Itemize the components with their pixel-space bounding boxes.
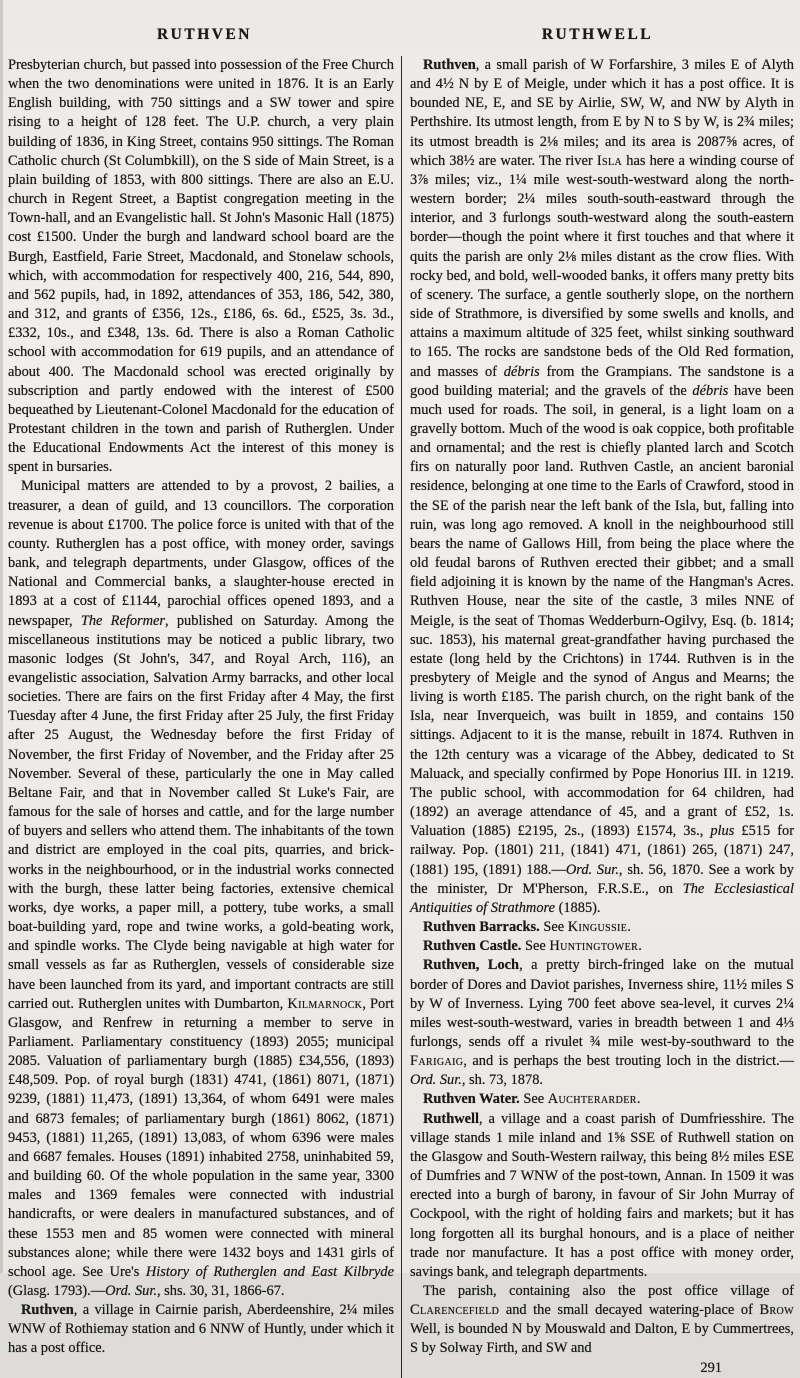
text-segment: The Reformer bbox=[80, 612, 166, 629]
paragraph bbox=[8, 56, 394, 477]
left-column-header: RUTHVEN bbox=[156, 26, 252, 43]
right-column bbox=[401, 56, 794, 1378]
entry-term: Ruthven, Loch bbox=[423, 957, 520, 974]
entry-term: Ruthven Water. bbox=[423, 1091, 520, 1108]
text-segment: , sh. 56, 1870. See a work by the minister, Dr M'Pherson, F.R.S.E., on bbox=[410, 861, 794, 897]
text-segment: , and is perhaps the best trouting loch in the district.— bbox=[463, 1053, 794, 1070]
paragraph bbox=[410, 956, 794, 1090]
text-segment: . bbox=[638, 938, 642, 955]
text-segment: See bbox=[539, 919, 568, 936]
paragraph bbox=[410, 1282, 794, 1359]
paragraph bbox=[410, 918, 794, 937]
cross-reference: Huntingtower bbox=[549, 938, 639, 955]
text-segment: débris bbox=[692, 382, 729, 399]
entry-term: Ruthven bbox=[21, 1302, 74, 1319]
text-segment: (Glasg. 1793).— bbox=[8, 1283, 106, 1299]
text-segment: , a small parish of W Forfarshire, 3 miles E of Alyth and 4½ N by E of Meigle, under which it has a post office. It is bounded NE, E, and SE by Airlie, SW, W, and NW by Alyth in Perthshire. Its utmost length, from E by N to S by W, is 2¾ miles; its utmost breadth is 2⅛ miles; and its area is 2087⅝ acres, of which 38½ are water. The river bbox=[410, 57, 794, 169]
text-segment: have been much used for roads. The soil, in general, is a light loam on a gravelly bottom. Much of the wood is oak coppice, both profitable and ornamental; and the rest is chiefly planted larch and Scotch firs on naturally poor land. Ruthven Castle, an ancient baronial residence, belonging at one time to the Earls of Crawford, stood in the SE of the parish near the left bank of the Isla, but, falling into ruin, was long ago removed. A knoll in the neighbourhood still bears the name of Gallows Hill, from being the place where the old feudal barons of Ruthven erected their gibbet; and a small field adjoining it is known by the name of the Hangman's Acres. Ruthven House, near the site of the castle, 3 miles NNE of Meigle, is the seat of Thomas Wedderburn-Ogilvy, Esq. (b. 1814; suc. 1853), his maternal great-grandfather having purchased the estate (long held by the Crichtons) in 1744. Ruthven is in the presbytery of Meigle and the synod of Angus and Mearns; the living is worth £185. The parish church, on the right bank of the Isla, near Inverqueich, was built in 1859, and contains 150 sittings. Adjacent to it is the manse, rebuilt in 1874. Ruthven in the 12th century was a vicarage of the Abbey, dedicated to St Maluack, and specially confirmed by Pope Honorius III. in 1219. The public school, with accommodation for 64 children, had (1892) an average attendance of 45, and a grant of £52, 1s. Valuation (1885) £2195, 2s., (1893) £1574, 3s., bbox=[410, 382, 794, 840]
paragraph bbox=[410, 56, 794, 918]
text-columns bbox=[8, 56, 794, 1378]
text-segment: has here a winding course of 3⅞ miles; viz., 1¼ mile west-south-westward along the north-western border; 2¼ miles south-south-eastward through the interior, and 3 furlongs south-westward along the south-eastern border—though the point where it first touches and that where it quits the parish are only 2⅛ miles distant as the crow flies. With rocky bed, and bold, well-wooded banks, it offers many pretty bits of scenery. The surface, a gentle southerly slope, on the northern side of Strathmore, is diversified by some swells and knolls, and attains a maximum altitude of 325 feet, whilst sinking southward to 165. The rocks are sandstone beds of the Old Red formation, and masses of bbox=[410, 152, 795, 380]
text-segment: Municipal matters are attended to by a provost, 2 bailies, a treasurer, a dean of guild, and 13 councillors. The corporation revenue is about £1700. The police force is united with that of the county. Rutherglen has a post office, with money order, savings bank, and telegraph departments, under Glasgow, offices of the National and Commercial banks, a slaughter-house erected in 1893 at a cost of £1144, parochial offices opened 1893, and a newspaper, bbox=[8, 478, 394, 629]
text-segment: from the Grampians. The sandstone is a good building material; and the gravels of the bbox=[410, 363, 794, 399]
text-segment: débris bbox=[503, 363, 540, 380]
text-segment: Presbyterian church, but passed into possession of the Free Church when the two denominations were united in 1876. It is an Early English building, with 750 sittings and a SW tower and spire rising to a height of 128 feet. The U.P. church, a very plain building of 1836, in King Street, contains 950 sittings. The Roman Catholic church (St Columbkill), on the S side of Main Street, is a plain building of 1853, with 800 sittings. There are also an E.U. church in Regent Street, a Baptist congregation meeting in the Town-hall, and an Evangelistic hall. St John's Masonic Hall (1875) cost £1500. Under the burgh and landward school board are the Burgh, Eastfield, Farie Street, Macdonald, and Stonelaw schools, which, with accommodation for respectively 400, 216, 544, 890, and 562 pupils, had, in 1892, attendances of 353, 186, 542, 380, and 312, and grants of £356, 12s., £186, 6s. 6d., £525, 3s. 3d., £332, 10s., and £348, 13s. 6d. There is also a Roman Catholic school with accommodation for 619 pupils, and an attendance of about 400. The Macdonald school was erected originally by subscription and partly endowed with the interest of £500 bequeathed by Lieutenant-Colonel Macdonald for the education of Protestant children in the town and parish of Rutherglen. Under the Educational Endowments Act the interest of this money is spent in bursaries. bbox=[8, 57, 394, 476]
text-segment: , a village and a coast parish of Dumfriesshire. The village stands 1 mile inland and 1⅝ SSE of Ruthwell station on the Glasgow and South-Western railway, this being 8½ miles ESE of Dumfries and 7 WNW of the post-town, Annan. In 1509 it was erected into a burgh of barony, in favour of Sir John Murray of Cockpool, with the right of holding fairs and markets; but it has long forgotten all its burghal honours, and is a place of neither trade nor manufacture. It has a post office with money order, savings bank, and telegraph departments. bbox=[410, 1110, 794, 1280]
entry-term: Ruthven bbox=[423, 57, 476, 73]
text-segment: , sh. 73, 1878. bbox=[461, 1072, 543, 1089]
text-segment: , published on Saturday. Among the miscellaneous institutions may be noticed a public library, two masonic lodges (St John's, 347, and Royal Arch, 116), an evangelistic association, Salvation Army barracks, and other local societies. There are fairs on the first Friday after 4 May, the first Tuesday after 4 June, the first Friday after 25 July, the first Friday after 25 August, the Wednesday before the first Friday of November, the first Friday of November, and the Friday after 25 November. Several of these, particularly the one in May called Beltane Fair, and that in November called St Luke's Fair, are famous for the sale of horses and cattle, and for the large number of buyers and sellers who attend them. The inhabitants of the town and district are employed in the coal pits, quarries, and brick-works in the neighbourhood, or in the industrial works connected with the burgh, these latter being factories, extensive chemical works, dye works, a paper mill, a pottery, tube works, a small boat-building yard, rope and twine works, a gold-beating work, and spindle works. The Clyde being navigable at high water for small vessels as far as Rutherglen, vessels of considerable size have been launched from its yard, and important contracts are still carried out. Rutherglen unites with Dumbarton, bbox=[8, 612, 394, 1012]
text-segment: . bbox=[627, 919, 631, 936]
text-segment: . bbox=[636, 1091, 641, 1108]
cross-reference: Farigaig bbox=[410, 1053, 464, 1070]
text-segment: History of Rutherglen and East Kilbryde bbox=[145, 1263, 394, 1280]
paragraph bbox=[8, 1301, 394, 1358]
running-headers bbox=[8, 26, 794, 44]
cross-reference: Auchterarder bbox=[547, 1091, 637, 1108]
text-segment: The parish, containing also the post office village of bbox=[423, 1283, 794, 1299]
text-segment: , Port Glasgow, and Renfrew in returning a member to serve in Parliament. Parliamentary constituency (1893) 2055; municipal 2085. Valuation of parliamentary burgh (1885) £34,556, (1893) £48,509. Pop. of royal burgh (1831) 4741, (1861) 8071, (1871) 9239, (1881) 11,473, (1891) 13,364, of whom 6491 were males and 6873 females; of parliamentary burgh (1861) 8062, (1871) 9453, (1881) 11,265, (1891) 13,083, of whom 6396 were males and 6687 females. Houses (1891) inhabited 2758, uninhabited 59, and building 60. Of the whole population in the same year, 3300 males and 1369 females were connected with industrial handicrafts, or were dealers in manufactured substances, and of these 1553 men and 85 women were connected with mineral substances alone; while there were 1432 boys and 1431 girls of school age. See Ure's bbox=[8, 995, 395, 1280]
text-segment: (1885). bbox=[554, 899, 601, 916]
paragraph bbox=[410, 1110, 794, 1282]
right-column-header: RUTHWELL bbox=[541, 26, 654, 43]
paragraph bbox=[410, 1090, 794, 1109]
cross-reference: Kilmarnock bbox=[287, 995, 363, 1012]
cross-reference: Isla bbox=[596, 152, 623, 169]
paragraph bbox=[8, 477, 394, 1301]
text-segment: , shs. 30, 31, 1866-67. bbox=[156, 1283, 285, 1299]
cross-reference: Clarencefield bbox=[410, 1302, 500, 1319]
text-segment: See bbox=[519, 1091, 548, 1108]
text-segment: Well, is bounded N by Mouswald and Dalton, E by Cummertrees, S by Solway Firth, and SW and bbox=[410, 1321, 794, 1357]
text-segment: Ord. Sur. bbox=[565, 861, 619, 878]
paragraph bbox=[410, 937, 794, 956]
text-segment: The Ecclesiastical Antiquities of Strathmore bbox=[410, 880, 795, 916]
text-segment: , a village in Cairnie parish, Aberdeenshire, 2¼ miles WNW of Rothiemay station and 6 NNW of Huntly, under which it has a post office. bbox=[8, 1302, 394, 1357]
entry-term: Ruthven Barracks. bbox=[423, 919, 540, 936]
text-segment: See bbox=[521, 938, 550, 955]
text-segment: and the small decayed watering-place of bbox=[499, 1302, 760, 1319]
text-segment: plus bbox=[710, 823, 735, 840]
text-segment: Ord. Sur. bbox=[105, 1283, 157, 1299]
left-column bbox=[8, 56, 401, 1378]
entry-term: Ruthwell bbox=[423, 1110, 479, 1127]
text-segment: Ord. Sur. bbox=[410, 1072, 462, 1089]
cross-reference: Kingussie bbox=[567, 919, 628, 936]
cross-reference: Brow bbox=[759, 1302, 794, 1319]
page-number: 291 bbox=[700, 1359, 722, 1376]
entry-term: Ruthven Castle. bbox=[423, 938, 522, 955]
text-segment: , a pretty birch-fringed lake on the mutual border of Dores and Daviot parishes, Inverness shire, 11½ miles S by W of Inverness. Lying 700 feet above sea-level, it curves 2¼ miles west-south-westward, varies in breadth between 1 and 4⅓ furlongs, sends off a rivulet ¾ mile west-by-southward to the bbox=[410, 957, 794, 1050]
text-segment: £515 for railway. Pop. (1801) 211, (1841) 471, (1861) 265, (1871) 247, (1881) 195, (1891) 188.— bbox=[410, 823, 794, 878]
